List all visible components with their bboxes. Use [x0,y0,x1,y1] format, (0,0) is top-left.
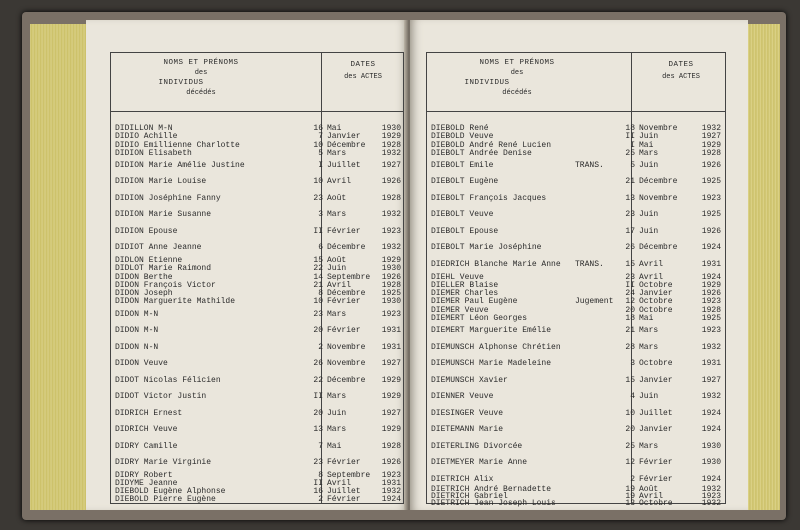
entry-year: 1929 [381,425,401,435]
entry-month: Novembre [639,193,678,203]
entry-year: 1924 [701,272,721,282]
entry-month: Octobre [639,280,673,290]
entry-day: 2 [318,342,323,352]
entry-month: Février [327,297,361,307]
entry-day: 28 [625,342,635,352]
entry-month: Février [327,495,361,505]
entry-month: Octobre [639,499,673,509]
entry-name: DIDON M-N [115,326,159,336]
entry-year: 1931 [381,478,401,488]
entry-year: 1932 [701,499,721,509]
entry-month: Juin [639,210,659,220]
entry-name: DIEBOLT Marie Joséphine [431,243,542,253]
entry-name: DIEBOLT Eugène [431,177,499,187]
entry-name: DIEBOLT Emile [431,160,494,170]
entry-year: 1930 [381,297,401,307]
entry-name: DIDON François Victor [115,280,216,290]
entry-month: Mars [639,148,659,158]
entry-day: 7 [318,441,323,451]
entry-name: DIETEMANN Marie [431,425,504,435]
entry-month: Mars [327,425,347,435]
entry-name: DIETRICH Jean Joseph Louis [431,499,556,509]
entry-month: Avril [639,272,664,282]
entry-year: 1932 [701,392,721,402]
entry-name: DIEBOLT Andrée Denise [431,148,532,158]
entry-name: DIENNER Veuve [431,392,494,402]
entry-year: 1926 [701,289,721,299]
entry-year: 1928 [381,193,401,203]
entry-name: DIDOT Victor Justin [115,392,207,402]
entry-annotation: TRANS. [575,259,604,269]
entry-day: II [313,226,323,236]
entry-month: Mars [639,342,659,352]
entry-name: DIEMER Veuve [431,305,489,315]
entry-year: 1929 [381,375,401,385]
header-dates-actes-right: des ACTES [662,73,700,81]
entry-name: DIEMUNSCH Marie Madeleine [431,359,552,369]
entry-year: 1927 [381,408,401,418]
entry-name: DIDILLON M-N [115,124,173,133]
entry-month: Janvier [639,425,673,435]
entry-name: DIDLOT Marie Raimond [115,264,212,274]
entry-day: II [625,280,635,290]
entry-day: 19 [625,485,635,495]
entry-month: Juin [639,226,659,236]
entry-name: DIDOT Nicolas Félicien [115,375,221,385]
page-edges-right [748,24,780,510]
entry-year: 1925 [381,289,401,299]
entry-name: DIDRICH Veuve [115,425,178,435]
header-names-individus-right: INDIVIDUS [464,79,510,87]
entry-day: II [625,132,635,141]
entry-month: Avril [327,280,352,290]
entry-name: DIDIO Emillienne Charlotte [115,140,240,150]
entry-day: 18 [625,124,635,133]
entry-day: 2 [318,495,323,505]
entry-day: 26 [625,243,635,253]
entry-name: DIEBOLD Pierre Eugène [115,495,216,505]
page-edges-left [30,24,90,510]
entry-name: DIEBOLT François Jacques [431,193,547,203]
entry-year: 1923 [701,326,721,336]
entry-name: DIEMERT Marguerite Emélie [431,326,552,336]
entry-day: 15 [625,375,635,385]
entry-year: 1924 [701,243,721,253]
entry-month: Mars [639,441,659,451]
entry-day: 16 [313,124,323,133]
entry-month: Février [327,326,361,336]
entry-day: 14 [313,272,323,282]
entry-name: DIETRICH Alix [431,474,494,484]
entry-day: II [313,478,323,488]
entry-day: 23 [313,309,323,319]
entry-day: 8 [318,289,323,299]
entry-name: DIDON N-N [115,342,159,352]
entry-month: Février [327,226,361,236]
entry-year: 1924 [701,474,721,484]
entry-year: 1923 [701,193,721,203]
entry-day: 23 [625,210,635,220]
entry-name: DIDION Elisabeth [115,148,192,158]
entry-name: DIDION Marie Amélie Justine [115,160,245,170]
entry-month: Septembre [327,272,371,282]
header-names-individus: INDIVIDUS [158,79,204,87]
entry-month: Décembre [639,243,678,253]
entry-month: Octobre [639,297,673,307]
right-page [410,20,748,510]
entry-day: 12 [625,297,635,307]
entry-day: 23 [625,272,635,282]
entry-name: DIELLER Blaise [431,280,499,290]
entry-name: DIEDRICH Blanche Marie Anne [431,259,561,269]
entry-year: 1929 [381,256,401,266]
entry-year: 1932 [701,342,721,352]
entry-name: DIEBOLD André René Lucien [431,140,552,150]
entry-day: 21 [625,326,635,336]
entry-day: I [318,160,323,170]
entry-day: 12 [625,458,635,468]
entry-annotation: Jugement [575,297,614,307]
entry-month: Février [639,458,673,468]
entry-year: 1924 [381,495,401,505]
entry-name: DIDYME Jeanne [115,478,178,488]
entry-month: Janvier [639,289,673,299]
entry-year: 1929 [381,392,401,402]
entry-month: Juillet [327,160,361,170]
header-names-title: NOMS ET PRÉNOMS [163,59,239,67]
entry-day: 10 [313,177,323,187]
entry-day: 24 [625,289,635,299]
entry-day: 23 [313,193,323,203]
entry-day: 22 [313,375,323,385]
entry-year: 1923 [701,492,721,502]
entry-year: 1924 [701,425,721,435]
entry-day: 13 [625,193,635,203]
entry-name: DIETRICH Gabriel [431,492,508,502]
entry-month: Juin [327,408,347,418]
entry-day: 21 [625,177,635,187]
header-dates-title-right: DATES [668,61,694,69]
entry-name: DIDON M-N [115,309,159,319]
entry-month: Mai [639,140,654,150]
header-names-decedes-right: décédés [502,89,532,97]
right-register-table [426,52,726,509]
entry-year: 1932 [381,487,401,497]
entry-day: 25 [625,148,635,158]
entry-year: 1927 [381,359,401,369]
entry-day: 4 [630,392,635,402]
entry-name: DIEBOLD Eugène Alphonse [115,487,226,497]
entry-year: 1931 [701,259,721,269]
entry-month: Juin [639,392,659,402]
entry-name: DIEBOLT Veuve [431,210,494,220]
entry-month: Octobre [639,305,673,315]
entry-name: DIDON Berthe [115,272,173,282]
entry-year: 1923 [381,309,401,319]
entry-name: DIDION Epouse [115,226,178,236]
left-register-table [110,52,404,504]
header-dates-actes: des ACTES [344,73,382,81]
entry-name: DIEMER Paul Eugène [431,297,518,307]
entry-name: DIDRY Camille [115,441,178,451]
entry-day: 21 [313,280,323,290]
entry-year: 1928 [701,305,721,315]
entry-day: 22 [313,264,323,274]
entry-year: 1927 [701,375,721,385]
entry-month: Août [639,485,659,495]
entry-month: Août [327,193,347,203]
entry-year: 1927 [381,160,401,170]
entry-day: 20 [625,305,635,315]
header-names-des: des [194,69,208,77]
entry-year: 1925 [701,210,721,220]
entry-year: 1923 [381,470,401,480]
entry-year: 1931 [701,359,721,369]
entry-year: 1928 [381,441,401,451]
entry-month: Mai [327,441,342,451]
entry-year: 1926 [701,160,721,170]
entry-year: 1928 [381,140,401,150]
entry-month: Novembre [327,359,366,369]
entry-day: II [313,392,323,402]
entry-day: 13 [313,425,323,435]
entry-name: DIEMER Charles [431,289,499,299]
entry-name: DIDLON Etienne [115,256,183,266]
entry-month: Janvier [327,132,361,141]
entry-year: 1928 [381,280,401,290]
entry-year: 1929 [701,140,721,150]
entry-month: Octobre [639,359,673,369]
entry-month: Décembre [327,375,366,385]
entry-year: 1932 [381,148,401,158]
entry-month: Juillet [327,487,361,497]
entry-month: Juin [327,264,347,274]
entry-name: DIEBOLD René [431,124,489,133]
entry-year: 1929 [381,132,401,141]
entry-name: DIDION Marie Susanne [115,210,212,220]
entry-year: 1932 [381,243,401,253]
entry-day: 20 [313,408,323,418]
entry-day: 19 [625,492,635,502]
entry-day: 26 [313,359,323,369]
entry-month: Mars [327,210,347,220]
entry-annotation: TRANS. [575,160,604,170]
entry-month: Novembre [327,342,366,352]
entry-month: Mars [327,392,347,402]
entry-name: DIEMUNSCH Xavier [431,375,508,385]
entry-year: 1926 [381,272,401,282]
entry-day: 6 [318,243,323,253]
header-names-title-right: NOMS ET PRÉNOMS [479,59,555,67]
entry-day: 5 [318,148,323,158]
entry-year: 1928 [701,148,721,158]
entry-year: 1927 [701,132,721,141]
entry-year: 1923 [381,226,401,236]
entry-month: Avril [327,478,352,488]
entry-year: 1923 [701,297,721,307]
header-dates-title: DATES [350,61,376,69]
entry-name: DIDON Veuve [115,359,168,369]
entry-day: 10 [625,408,635,418]
entry-name: DIETERLING Divorcée [431,441,523,451]
entry-name: DIEMERT Léon Georges [431,313,528,323]
entry-day: 17 [625,226,635,236]
entry-day: 15 [625,259,635,269]
entry-year: 1930 [701,458,721,468]
entry-day: 18 [625,313,635,323]
entry-day: 15 [313,256,323,266]
header-names-decedes: décédés [186,89,216,97]
entry-month: Juillet [639,408,673,418]
entry-year: 1932 [701,124,721,133]
entry-month: Août [327,256,347,266]
entry-day: 10 [313,297,323,307]
entry-month: Décembre [327,289,366,299]
entry-year: 1926 [701,226,721,236]
entry-month: Mai [327,124,342,133]
entry-month: Janvier [639,375,673,385]
entry-month: Avril [639,259,664,269]
entry-name: DIDIOT Anne Jeanne [115,243,202,253]
entry-month: Mars [639,326,659,336]
entry-month: Juin [639,132,659,141]
entry-day: 23 [313,458,323,468]
entry-month: Mai [639,313,654,323]
entry-day: 25 [625,441,635,451]
entry-name: DIDRICH Ernest [115,408,183,418]
entry-day: 20 [313,326,323,336]
entry-day: 3 [630,359,635,369]
entry-month: Décembre [639,177,678,187]
entry-month: Avril [327,177,352,187]
entry-day: 8 [318,470,323,480]
entry-month: Novembre [639,124,678,133]
entry-year: 1925 [701,177,721,187]
entry-name: DIDION Marie Louise [115,177,207,187]
entry-name: DIDON Joseph [115,289,173,299]
entry-year: 1926 [381,458,401,468]
entry-year: 1931 [381,326,401,336]
entry-day: 16 [313,487,323,497]
entry-day: 5 [630,160,635,170]
entry-year: 1930 [381,124,401,133]
entry-day: 10 [313,140,323,150]
entry-name: DIESINGER Veuve [431,408,504,418]
entry-name: DIDION Joséphine Fanny [115,193,221,203]
entry-year: 1925 [701,313,721,323]
entry-day: I [630,140,635,150]
entry-name: DIEBOLT Epouse [431,226,499,236]
entry-year: 1930 [701,441,721,451]
entry-year: 1932 [701,485,721,495]
right-table-header [427,53,725,112]
header-names-des-right: des [510,69,524,77]
entry-year: 1932 [381,210,401,220]
left-table-header [111,53,403,112]
entry-month: Septembre [327,470,371,480]
entry-year: 1930 [381,264,401,274]
entry-month: Décembre [327,243,366,253]
left-page [86,20,408,510]
entry-year: 1931 [381,342,401,352]
entry-month: Juin [639,160,659,170]
entry-month: Décembre [327,140,366,150]
entry-day: 2 [630,474,635,484]
entry-year: 1929 [701,280,721,290]
entry-year: 1924 [701,408,721,418]
entry-name: DIDRY Robert [115,470,173,480]
entry-name: DIETMEYER Marie Anne [431,458,528,468]
entry-month: Mars [327,148,347,158]
entry-name: DIETRICH André Bernadette [431,485,552,495]
entry-day: 20 [625,425,635,435]
entry-month: Mars [327,309,347,319]
entry-month: Février [327,458,361,468]
entry-day: 3 [318,210,323,220]
entry-name: DIEBOLD Veuve [431,132,494,141]
entry-name: DIEHL Veuve [431,272,484,282]
entry-month: Avril [639,492,664,502]
entry-year: 1926 [381,177,401,187]
entry-name: DIDRY Marie Virginie [115,458,212,468]
entry-name: DIDIO Achille [115,132,178,141]
entry-day: 7 [318,132,323,141]
entry-name: DIEMUNSCH Alphonse Chrétien [431,342,561,352]
entry-day: 13 [625,499,635,509]
entry-name: DIDON Marguerite Mathilde [115,297,236,307]
entry-month: Février [639,474,673,484]
